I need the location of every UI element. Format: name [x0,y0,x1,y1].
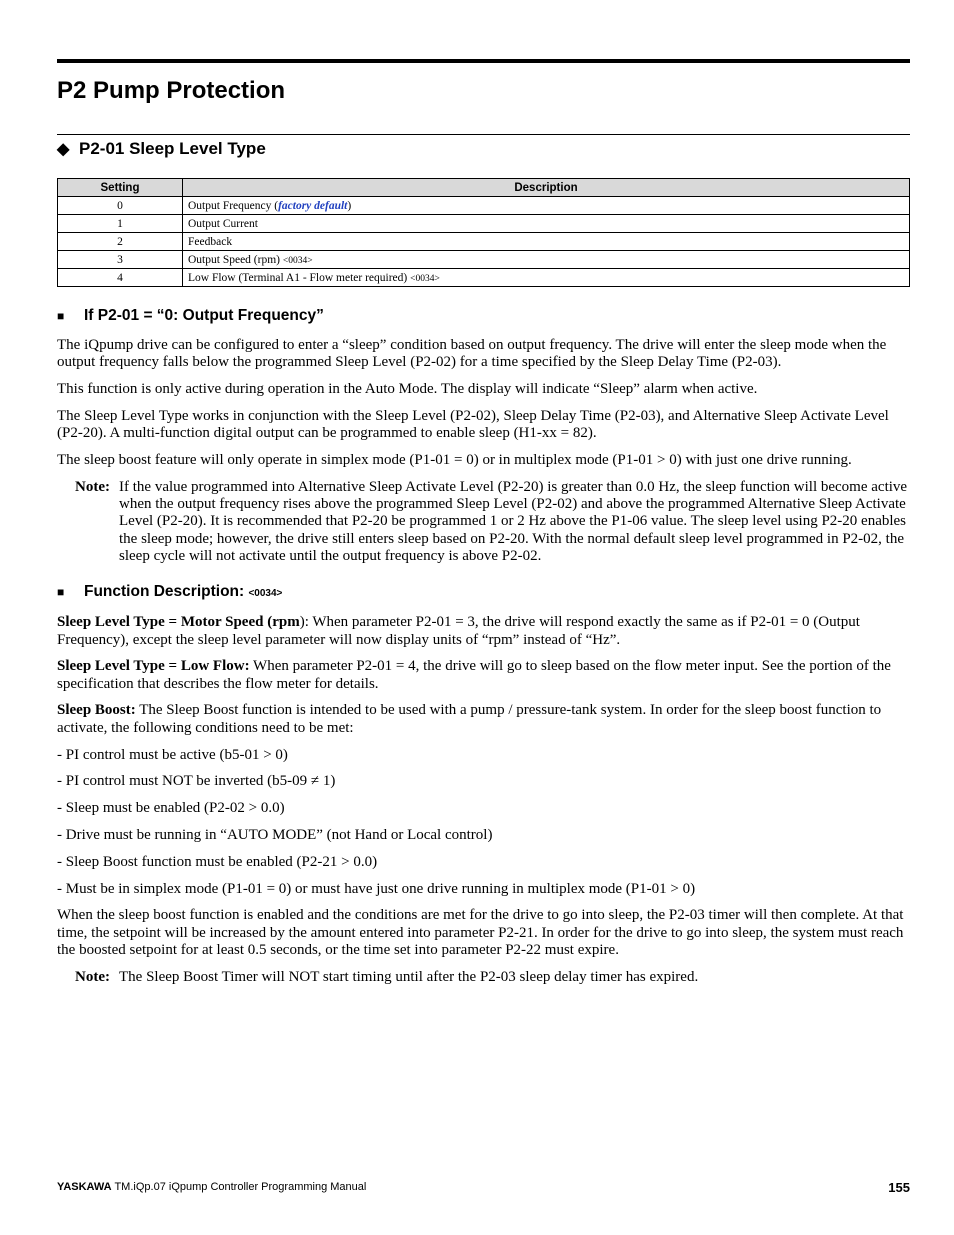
factory-default-label: factory default [278,199,348,212]
motor-speed-label-text: Sleep Level Type = Motor Speed (rpm [57,614,300,631]
square-bullet-icon: ■ [57,309,65,323]
manual-title: TM.iQp.07 iQpump Controller Programming Manual [111,1181,367,1193]
paragraph [57,702,910,737]
description-text: Output Speed (rpm) [188,253,283,266]
setting-cell: 1 [58,215,183,233]
low-flow-label: Sleep Level Type = Low Flow: [57,658,250,675]
motor-speed-label [57,614,300,630]
motor-speed-text: : When parameter P2-01 = 3, the drive will respond exactly the same as if P2-01 = 0 (Output Frequency), except the sleep level parameter will now display units of “rpm” instead of “Hz”. [57,614,860,648]
subsection-heading [57,581,910,604]
note-label: Note: [75,478,110,495]
table-row [58,233,910,251]
note-text: The Sleep Boost Timer will NOT start timing until after the P2-03 sleep delay timer has expired. [119,968,699,985]
table-row [58,197,910,215]
header-setting: Setting [58,179,183,197]
page-footer [57,1181,910,1193]
paragraph [57,658,910,693]
table-row [58,251,910,269]
table-row [58,215,910,233]
settings-table [57,178,910,287]
section-title: P2-01 Sleep Level Type [79,139,266,158]
paragraph [57,614,910,649]
diamond-bullet-icon: ◆ [57,141,70,158]
condition-item: - Sleep Boost function must be enabled (P2-21 > 0.0) [57,853,378,870]
condition-item: - PI control must NOT be inverted (b5-09 ≠ 1) [57,773,336,790]
paragraph: When the sleep boost function is enabled and the conditions are met for the drive to go into sleep, the P2-03 timer will then complete. At that time, the setpoint will be increased by the amount entered into parameter P2-21. In order for the drive to go into sleep, the system must reach the boosted setpoint for at least 0.5 seconds, or the time set into parameter P2-22 must expire. [57,907,904,958]
condition-item: - Must be in simplex mode (P1-01 = 0) or must have just one drive running in multiplex mode (P1-01 > 0) [57,880,696,897]
brand-name: YASKAWA [57,1181,112,1193]
condition-item: - PI control must be active (b5-01 > 0) [57,746,288,763]
page-number: 155 [888,1180,910,1195]
paragraph: The Sleep Level Type works in conjunction with the Sleep Level (P2-02), Sleep Delay Time (P2-03), and Alternative Sleep Activate Level (P2-20). A multi-function digital output can be programmed to enable sleep (H1-xx = 82). [57,407,889,442]
description-close: ) [347,199,352,212]
top-rule [57,59,910,63]
motor-speed-close: ) [299,614,305,631]
sleep-boost-text: The Sleep Boost function is intended to be used with a pump / pressure-tank system. In order for the sleep boost function to activate, the following conditions need to be met: [57,702,882,736]
description-text: Low Flow (Terminal A1 - Flow meter required) [188,271,411,284]
body-content [57,305,910,995]
version-tag: <0034> [410,273,440,284]
note-block [57,479,910,565]
paragraph: The sleep boost feature will only operate in simplex mode (P1-01 = 0) or in multiplex mode (P1-01 > 0) with just one drive running. [57,451,852,468]
section-rule [57,134,910,135]
note-text: If the value programmed into Alternative Sleep Activate Level (P2-20) is greater than 0.0 Hz, the sleep function will become active when the output frequency rises above the programmed Sleep Level (P2-02) and above the programmed Alternative Sleep Activate Level (P2-20). It is recommended that P2-20 be programmed 1 or 2 Hz above the P1-06 value. The sleep level using P2-20 enables the sleep mode; however, the drive still enters sleep based on P2-20. With the normal default sleep level programmed in P2-02, the sleep cycle will not activate until the output frequency is above P2-02. [119,478,908,564]
setting-cell: 4 [58,269,183,287]
table-row [58,269,910,287]
paragraph: The iQpump drive can be configured to enter a “sleep” condition based on output frequency. The drive will enter the sleep mode when the output frequency falls below the programmed Sleep Level (P2-02) for a time specified by the Sleep Delay Time (P2-03). [57,337,887,371]
version-tag: <0034> [248,588,283,600]
sleep-boost-label: Sleep Boost: [57,702,136,719]
description-cell [183,197,910,215]
description-cell: Feedback [183,233,910,251]
square-bullet-icon: ■ [57,585,65,600]
condition-item: - Drive must be running in “AUTO MODE” (not Hand or Local control) [57,826,493,843]
note-label: Note: [75,968,110,985]
description-cell: Output Current [183,215,910,233]
subsection-title: Function Description: [84,583,249,601]
version-tag: <0034> [282,255,313,266]
description-cell [183,269,910,287]
low-flow-text: When parameter P2-01 = 4, the drive will go to sleep based on the flow meter input. See the portion of the specification that describes the flow meter for details. [57,658,891,692]
description-cell [183,251,910,269]
condition-item: - Sleep must be enabled (P2-02 > 0.0) [57,800,285,817]
setting-cell: 0 [58,197,183,215]
section-heading [57,138,266,161]
paragraph: This function is only active during operation in the Auto Mode. The display will indicate “Sleep” alarm when active. [57,381,758,398]
table-header-row [58,179,910,197]
setting-cell: 2 [58,233,183,251]
subsection-title: If P2-01 = “0: Output Frequency” [84,307,324,324]
note-block [57,969,910,986]
setting-cell: 3 [58,251,183,269]
description-text: Output Frequency ( [188,199,279,212]
subsection-heading [57,305,910,327]
header-description: Description [183,179,910,197]
page-title: P2 Pump Protection [57,77,286,104]
